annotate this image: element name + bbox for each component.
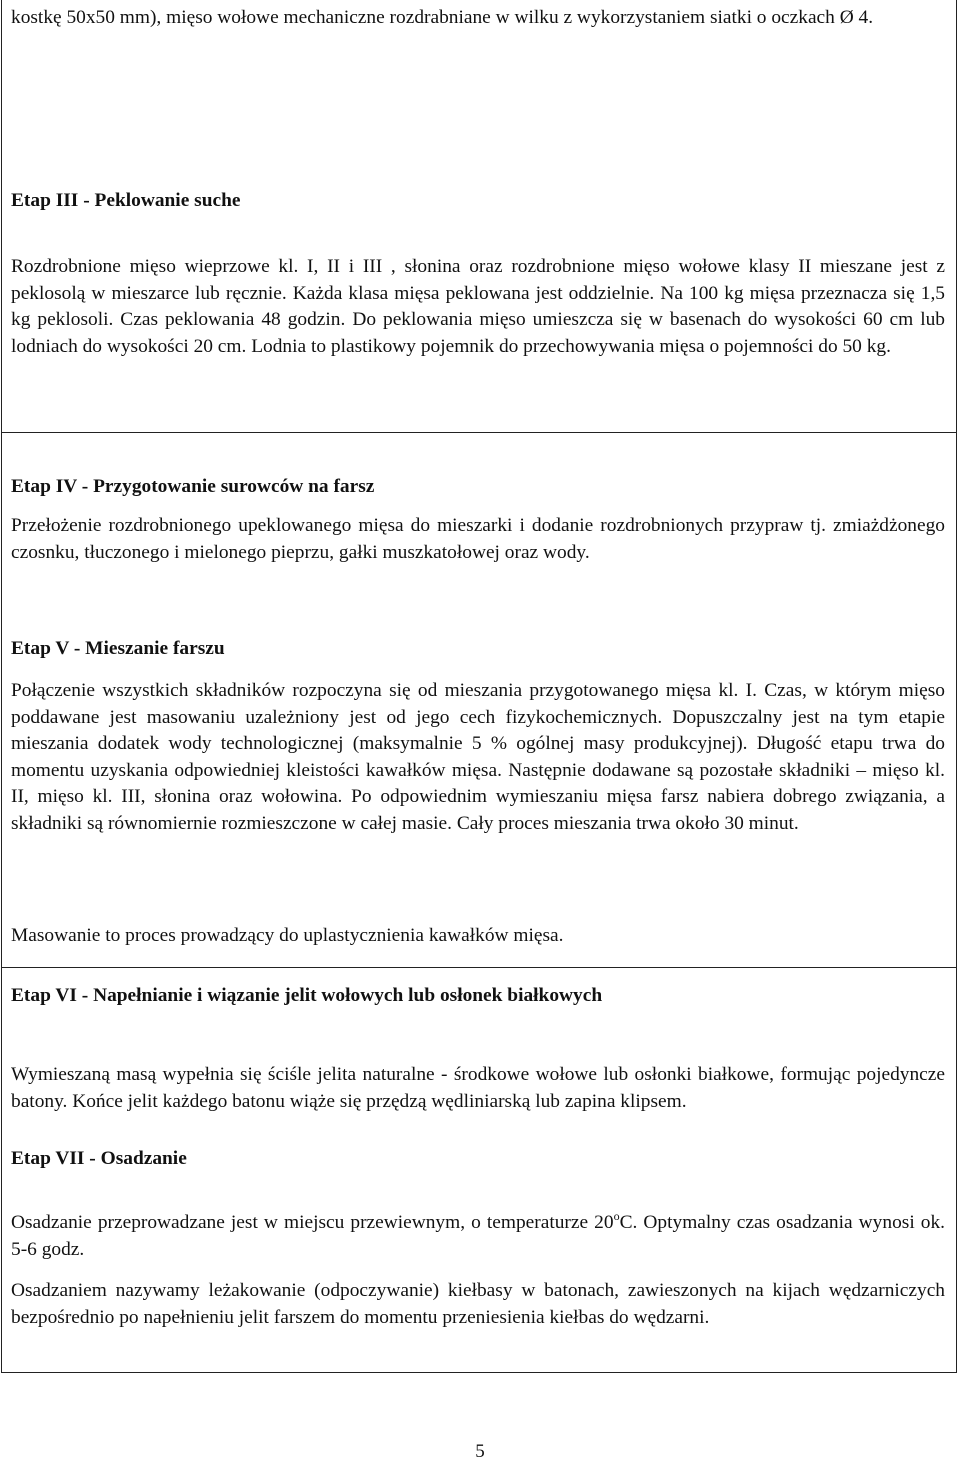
intro-paragraph: kostkę 50x50 mm), mięso wołowe mechaniczne rozdrabniane w wilku z wykorzystaniem siatki o oczkach Ø 4. bbox=[11, 7, 874, 28]
stage-4-paragraph: Przełożenie rozdrobnionego upeklowanego mięsa do mieszarki i dodanie rozdrobnionych przypraw tj. zmiażdżonego czosnku, tłuczonego i mielonego pieprzu, gałki muszkatołowej oraz wody. bbox=[11, 515, 945, 563]
stage-7-text-before: Osadzanie przeprowadzane jest w miejscu przewiewnym, o temperaturze 20 bbox=[11, 1212, 614, 1233]
stage-5-heading: Etap V - Mieszanie farszu bbox=[11, 638, 225, 659]
stage-7-paragraph bbox=[11, 1210, 945, 1263]
stage-4-heading: Etap IV - Przygotowanie surowców na farsz bbox=[11, 476, 375, 497]
stage-6-heading: Etap VI - Napełnianie i wiązanie jelit wołowych lub osłonek białkowych bbox=[11, 985, 603, 1006]
degree-superscript: o bbox=[613, 1209, 620, 1223]
stage-3-paragraph: Rozdrobnione mięso wieprzowe kl. I, II i III , słonina oraz rozdrobnione mięso wołowe klasy II mieszane jest z peklosolą w mieszarce lub ręcznie. Każda klasa mięsa peklowana jest oddzielnie. Na 100 kg mięsa przeznacza się 1,5 kg peklosoli. Czas peklowania 48 godzin. Do peklowania mięso umieszcza się w basenach do wysokości 60 cm lub lodniach do wysokości 20 cm. Lodnia to plastikowy pojemnik do przechowywania mięsa o pojemności do 50 kg. bbox=[11, 256, 945, 357]
stage-7-text-after: C. Optymalny czas osadzania wynosi ok. 5-6 godz. bbox=[11, 1212, 946, 1260]
stage-5-paragraph: Połączenie wszystkich składników rozpoczyna się od mieszania przygotowanego mięsa kl. I. Czas, w którym mięso poddawane jest masowaniu uzależniony jest od jego cech fizykochemicznych. Dopuszczalny jest na tym etapie mieszania dodatek wody technologicznej (maksymalnie 5 % ogólnej masy produkcyjnej). Długość etapu trwa do momentu uzyskania odpowiedniej kleistości kawałków mięsa. Następnie dodawane są pozostałe składniki – mięso kl. II, mięso kl. III, słonina oraz wołowina. Po odpowiednim wymieszaniu mięsa farsz nabiera dobrego związania, a składniki są równomiernie rozmieszczone w całej masie. Cały proces mieszania trwa około 30 minut. bbox=[11, 680, 945, 834]
stage-7-heading: Etap VII - Osadzanie bbox=[11, 1148, 187, 1169]
stage-5-note: Masowanie to proces prowadzący do uplastycznienia kawałków mięsa. bbox=[11, 925, 564, 946]
stage-7-paragraph-2: Osadzaniem nazywamy leżakowanie (odpoczywanie) kiełbasy w batonach, zawieszonych na kijach wędzarniczych bezpośrednio po napełnieniu jelit farszem do momentu przeniesienia kiełbas do wędzarni. bbox=[11, 1280, 945, 1328]
stage-3-heading: Etap III - Peklowanie suche bbox=[11, 190, 241, 211]
stage-6-paragraph: Wymieszaną masą wypełnia się ściśle jelita naturalne - środkowe wołowe lub osłonki białkowe, formując pojedyncze batony. Końce jelit każdego batonu wiąże się przędzą wędliniarską lub zapina klipsem. bbox=[11, 1064, 945, 1112]
page-number: 5 bbox=[475, 1441, 485, 1462]
table-cell-stages-1-3 bbox=[1, 0, 957, 433]
